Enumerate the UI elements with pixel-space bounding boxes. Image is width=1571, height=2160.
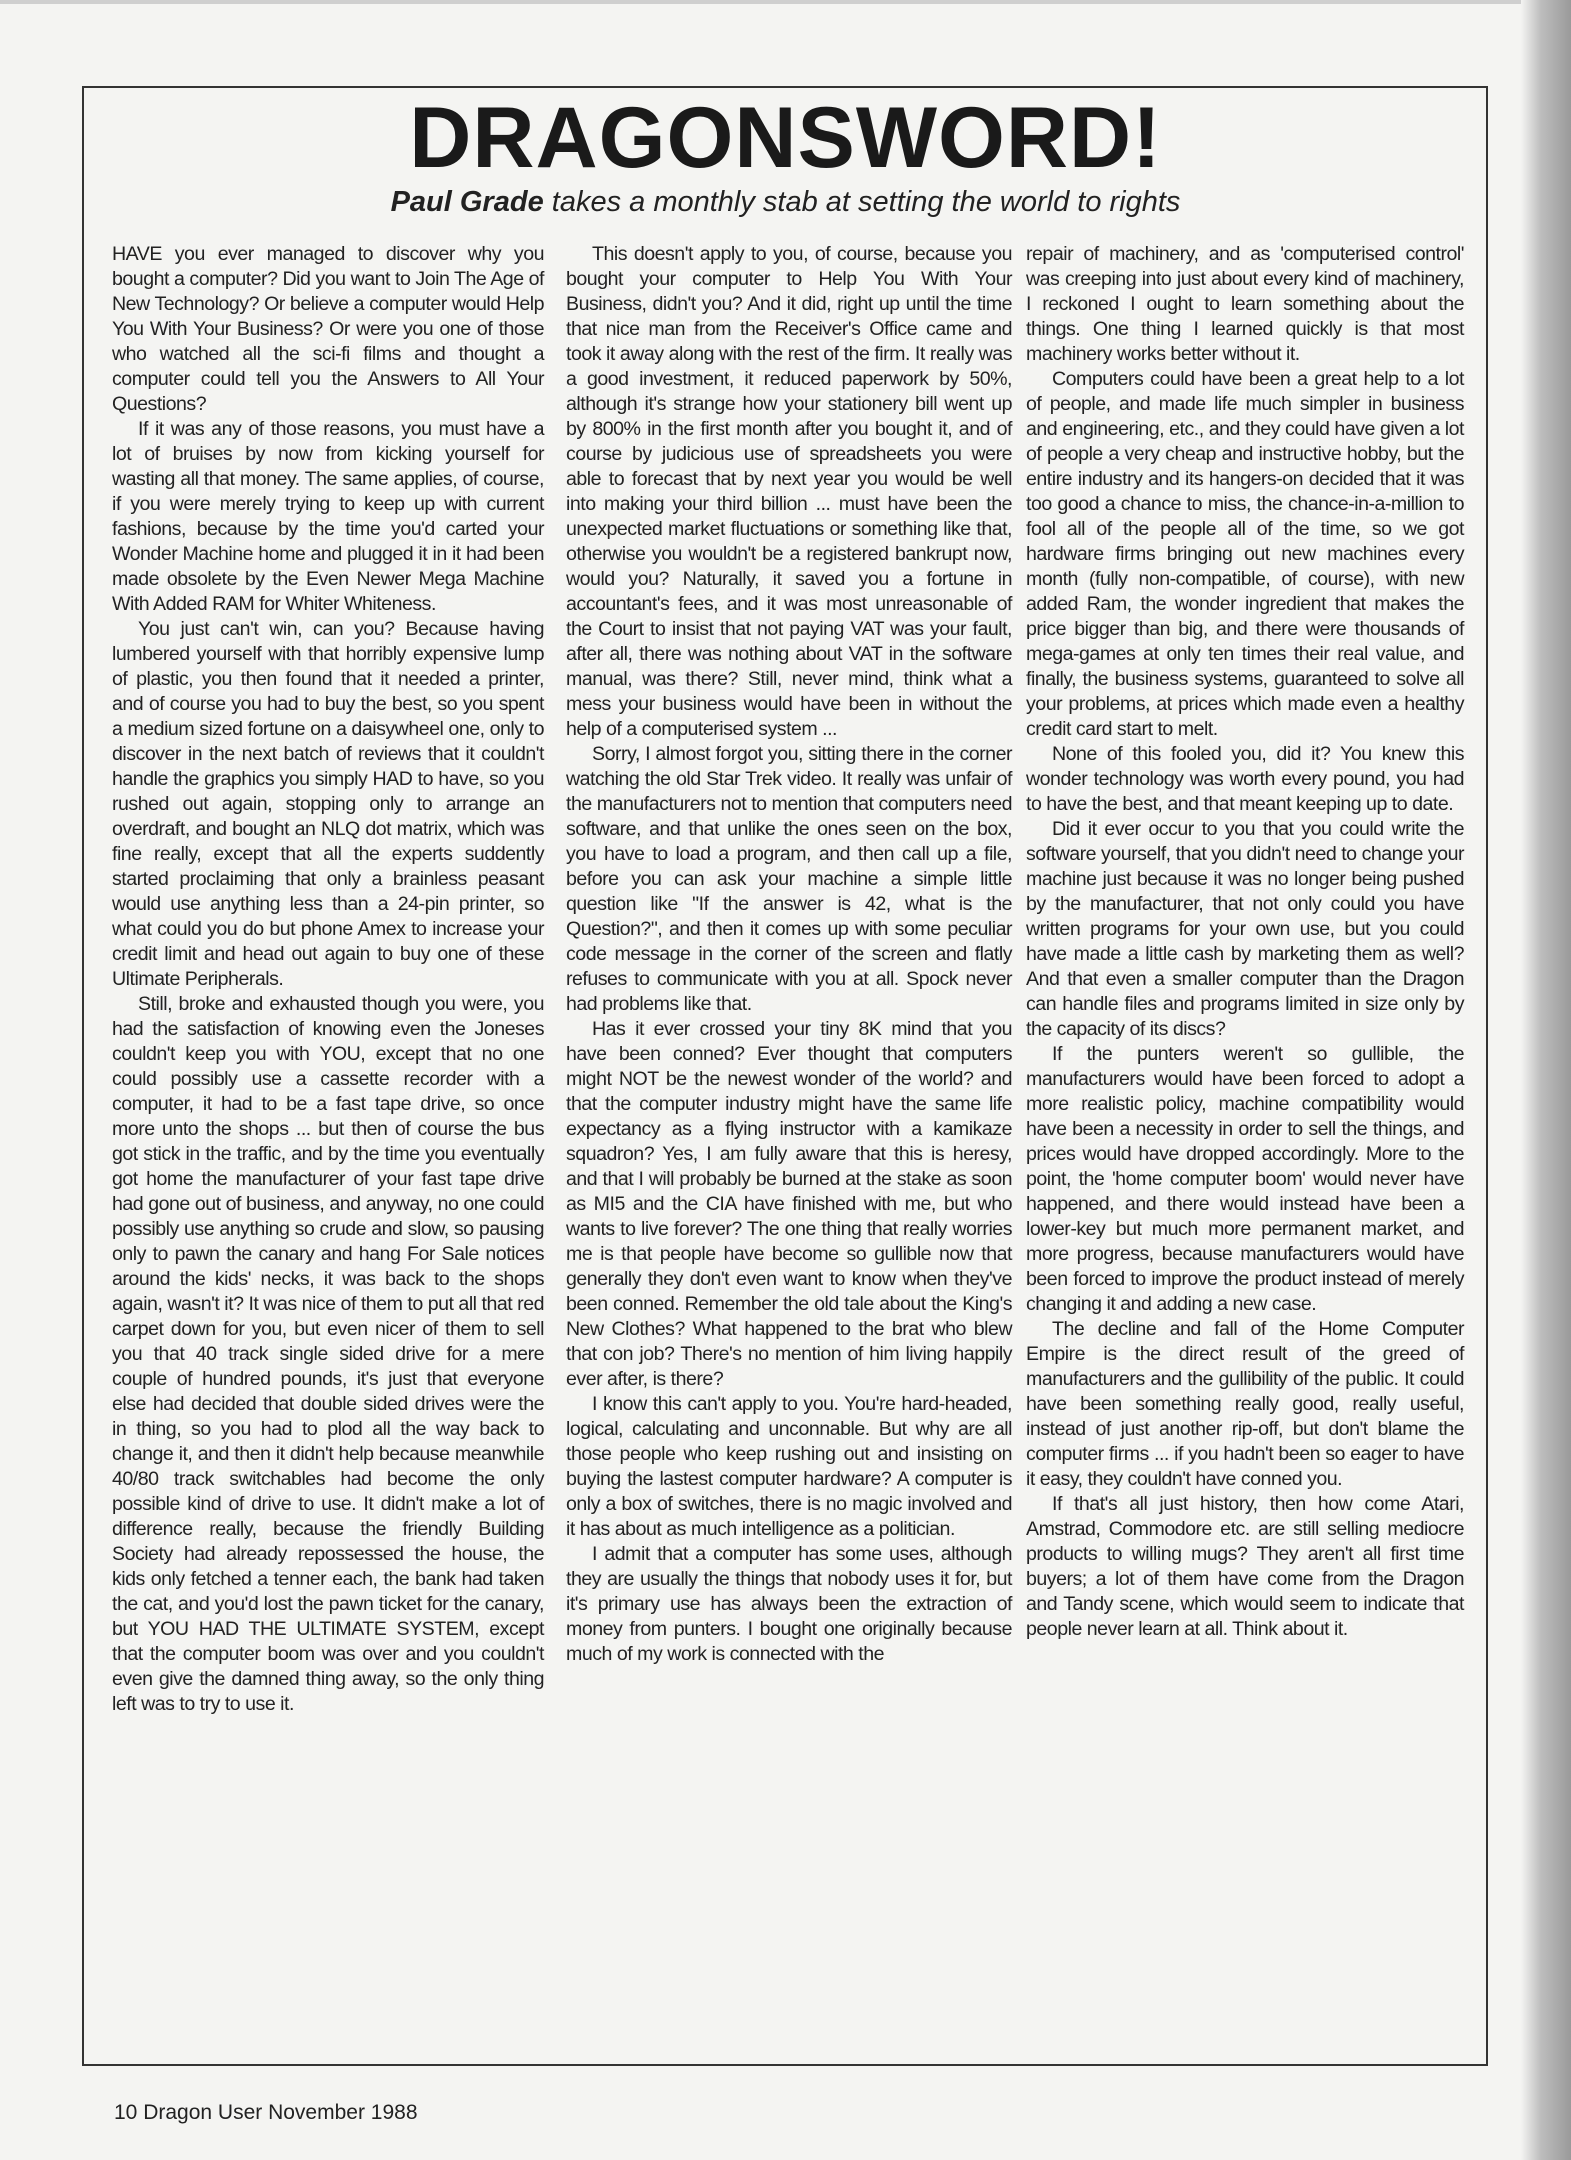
paragraph: If it was any of those reasons, you must have a lot of bruises by now from kicking yourself for wasting all that money. The same applies, of course, if you were merely trying to keep up with current fashions, because by the time you'd carted your Wonder Machine home and plugged it in it had been made obsolete by the Even Newer Mega Machine With Added RAM for Whiter Whiteness.	[112, 418, 544, 615]
page-gutter-shadow	[1521, 0, 1571, 2160]
standfirst-text: takes a monthly stab at setting the world to rights	[551, 186, 1181, 218]
paragraph: None of this fooled you, did it? You knew this wonder technology was worth every pound, you had to have the best, and that meant keeping up to date.	[1026, 743, 1464, 815]
column-1	[112, 242, 544, 1717]
paragraph: HAVE you ever managed to discover why you bought a computer? Did you want to Join The Age of New Technology? Or believe a computer would Help You With Your Business? Or were you one of those who watched all the sci-fi films and thought a computer could tell you the Answers to All Your Questions?	[112, 243, 544, 415]
paragraph: Has it ever crossed your tiny 8K mind that you have been conned? Ever thought that computers might NOT be the newest wonder of the world? and that the computer industry might have the same life expectancy as a flying instructor with a kamikaze squadron? Yes, I am fully aware that this is heresy, and that I will probably be burned at the stake as soon as MI5 and the CIA have finished with me, but who wants to live forever? The one thing that really worries me is that people have become so gullible now that generally they don't even want to know when they've been conned. Remember the old tale about the King's New Clothes? What happened to the brat who blew that con job? There's no mention of him living happily ever after, is there?	[566, 1018, 1012, 1390]
paragraph: Still, broke and exhausted though you were, you had the satisfaction of knowing even the Joneses couldn't keep you with YOU, except that no one could possibly use a cassette recorder with a computer, it had to be a fast tape drive, so once more unto the shops ... but then of course the bus got stick in the traffic, and by the time you eventually got home the manufacturer of your fast tape drive had gone out of business, and anyway, no one could possibly use anything so crude and slow, so pausing only to pawn the canary and hang For Sale notices around the kids' necks, it was back to the shops again, wasn't it? It was nice of them to put all that red carpet down for you, but even nicer of them to sell you that 40 track single sided drive for a mere couple of hundred pounds, it's just that everyone else had decided that double sided drives were the in thing, so you had to plod all the way back to change it, and then it didn't help because meanwhile 40/80 track switchables had become the only possible kind of drive to use. It didn't make a lot of difference really, because the friendly Building Society had already repossessed the house, the kids only fetched a tenner each, the bank had taken the cat, and you'd lost the pawn ticket for the canary, but YOU HAD THE ULTIMATE SYSTEM, except that the computer boom was over and you couldn't even give the damned thing away, so the only thing left was to try to use it.	[112, 993, 544, 1715]
author-name: Paul Grade	[390, 186, 544, 218]
paragraph: If that's all just history, then how come Atari, Amstrad, Commodore etc. are still selling mediocre products to willing mugs? They aren't all first time buyers; a lot of them have come from the Dragon and Tandy scene, which would seem to indicate that people never learn at all. Think about it.	[1026, 1493, 1464, 1640]
paragraph: If the punters weren't so gullible, the manufacturers would have been forced to adopt a more realistic policy, machine compatibility would have been a necessity in order to sell the things, and prices would have dropped accordingly. More to the point, the 'home computer boom' would never have happened, and there would instead have been a lower-key but much more permanent market, and more progress, because manufacturers would have been forced to improve the product instead of merely changing it and adding a new case.	[1026, 1043, 1464, 1315]
column-3	[1026, 242, 1464, 1642]
article-standfirst	[0, 184, 1571, 220]
paragraph: This doesn't apply to you, of course, because you bought your computer to Help You With Your Business, didn't you? And it did, right up until the time that nice man from the Receiver's Office came and took it away along with the rest of the firm. It really was a good investment, it reduced paperwork by 50%, although it's strange how your stationery bill went up by 800% in the first month after you bought it, and of course by judicious use of spreadsheets you were able to forecast that by next year you would be well into making your third billion ... must have been the unexpected market fluctuations or something like that, otherwise you wouldn't be a registered bankrupt now, would you? Naturally, it saved you a fortune in accountant's fees, and it was most unreasonable of the Court to insist that not paying VAT was your fault, after all, there was nothing about VAT in the software manual, was there? Still, never mind, think what a mess your business would have been in without the help of a computerised system ...	[566, 243, 1012, 740]
page-folio: 10 Dragon User November 1988	[114, 2101, 418, 2124]
paragraph: You just can't win, can you? Because having lumbered yourself with that horribly expensive lump of plastic, you then found that it needed a printer, and of course you had to buy the best, so you spent a medium sized fortune on a daisywheel one, only to discover in the next batch of reviews that it couldn't handle the graphics you simply HAD to have, so you rushed out again, stopping only to arrange an overdraft, and bought an NLQ dot matrix, which was fine really, except that all the experts suddently started proclaiming that only a brainless peasant would use anything less than a 24-pin printer, so what could you do but phone Amex to increase your credit limit and head out again to buy one of these Ultimate Peripherals.	[112, 618, 544, 990]
paragraph: I know this can't apply to you. You're hard-headed, logical, calculating and unconnable. But why are all those people who keep rushing out and insisting on buying the lastest computer hardware? A computer is only a box of switches, there is no magic involved and it has about as much intelligence as a politician.	[566, 1393, 1012, 1540]
page-top-edge	[0, 0, 1571, 4]
paragraph: Sorry, I almost forgot you, sitting there in the corner watching the old Star Trek video. It really was unfair of the manufacturers not to mention that computers need software, and that unlike the ones seen on the box, you have to load a program, and then call up a file, before you can ask your machine a simple little question like "If the answer is 42, what is the Question?", and then it comes up with some peculiar code message in the corner of the screen and flatly refuses to communicate with you at all. Spock never had problems like that.	[566, 743, 1012, 1015]
paragraph: Computers could have been a great help to a lot of people, and made life much simpler in business and engineering, etc., and they could have given a lot of people a very cheap and instructive hobby, but the entire industry and its hangers-on decided that it was too good a chance to miss, the chance-in-a-million to fool all of the people all of the time, so we got hardware firms bringing out new machines every month (fully non-compatible, of course), with new added Ram, the wonder ingredient that makes the price bigger than big, and there were thousands of mega-games at only ten times their real value, and finally, the business systems, guaranteed to solve all your problems, at prices which made even a healthy credit card start to melt.	[1026, 368, 1464, 740]
paragraph: The decline and fall of the Home Computer Empire is the direct result of the greed of manufacturers and the gullibility of the public. It could have been something really good, really useful, instead of just another rip-off, but don't blame the computer firms ... if you hadn't been so eager to have it easy, they couldn't have conned you.	[1026, 1318, 1464, 1490]
paragraph: I admit that a computer has some uses, although they are usually the things that nobody uses it for, but it's primary use has always been the extraction of money from punters. I bought one originally because much of my work is connected with the	[566, 1543, 1012, 1665]
paragraph: repair of machinery, and as 'computerised control' was creeping into just about every kind of machinery, I reckoned I ought to learn something about the things. One thing I learned quickly is that most machinery works better without it.	[1026, 243, 1464, 365]
article-title: DRAGONSWORD!	[409, 90, 1162, 186]
paragraph: Did it ever occur to you that you could write the software yourself, that you didn't need to change your machine just because it was no longer being pushed by the manufacturer, that not only could you have written programs for your own use, but you could have made a little cash by marketing them as well? And that even a smaller computer than the Dragon can handle files and programs limited in size only by the capacity of its discs?	[1026, 818, 1464, 1040]
column-2	[566, 242, 1012, 1667]
